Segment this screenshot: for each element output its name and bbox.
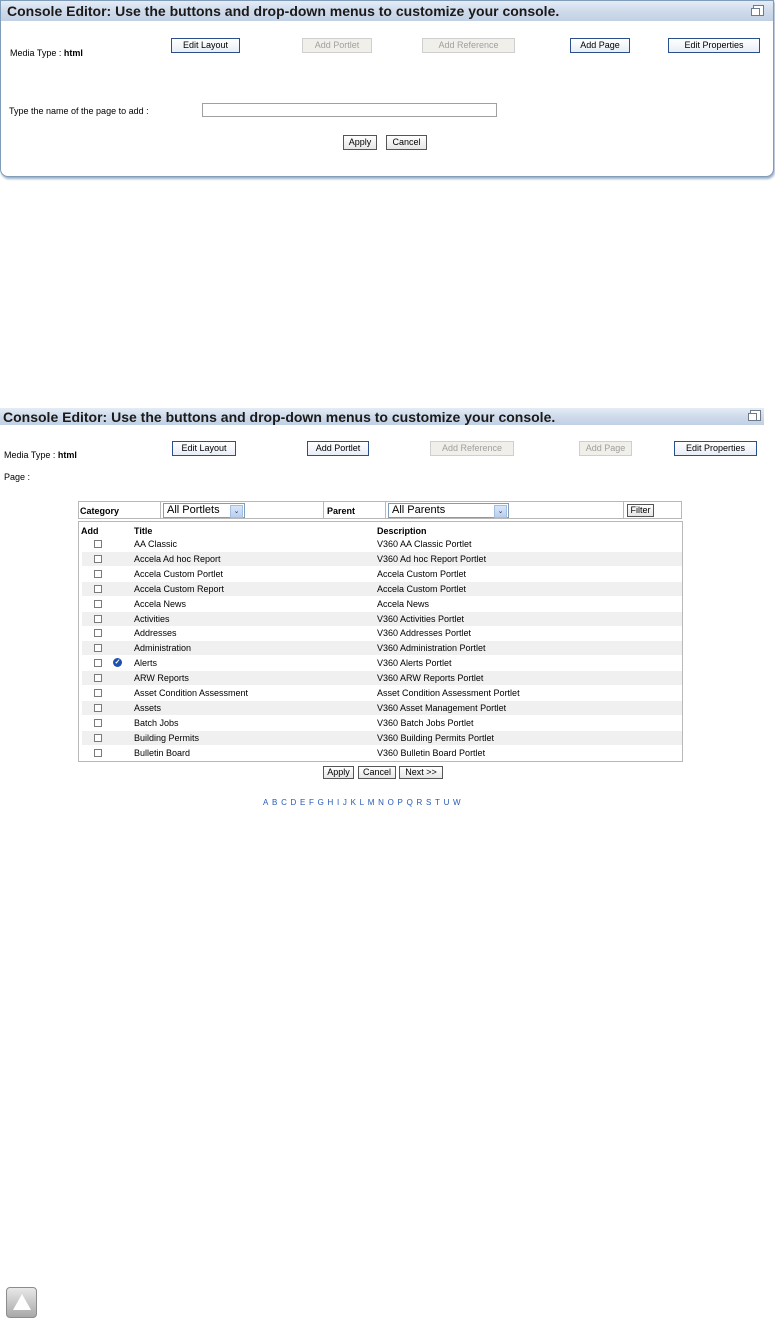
- add-checkbox[interactable]: [94, 540, 102, 548]
- filter-button[interactable]: Filter: [627, 504, 654, 517]
- table-row: [82, 716, 682, 730]
- portlet-title: Alerts: [134, 658, 158, 669]
- alphabet-link-h[interactable]: H: [327, 798, 334, 807]
- alphabet-link-t[interactable]: T: [434, 798, 440, 807]
- alphabet-link-b[interactable]: B: [272, 798, 278, 807]
- add-checkbox[interactable]: [94, 749, 102, 757]
- portlet-description: V360 ARW Reports Portlet: [377, 673, 484, 684]
- table-row: [82, 701, 682, 715]
- table-row: [82, 656, 682, 670]
- alphabet-link-o[interactable]: O: [387, 798, 394, 807]
- portlet-title: Bulletin Board: [134, 747, 191, 758]
- page-name-label: Type the name of the page to add :: [9, 106, 149, 116]
- edit-layout-button[interactable]: Edit Layout: [172, 441, 236, 456]
- cancel-button[interactable]: Cancel: [386, 135, 427, 150]
- alphabet-link-k[interactable]: K: [350, 798, 356, 807]
- add-checkbox[interactable]: [94, 674, 102, 682]
- add-page-button[interactable]: Add Page: [579, 441, 632, 456]
- portlet-title: Asset Condition Assessment: [134, 688, 249, 698]
- media-type-label: Media Type : html: [10, 48, 83, 58]
- edit-properties-button[interactable]: Edit Properties: [668, 38, 760, 53]
- alphabet-link-i[interactable]: I: [337, 798, 340, 807]
- console-editor-panel-add-page: [0, 0, 774, 177]
- add-checkbox[interactable]: [94, 555, 102, 563]
- edit-layout-button[interactable]: Edit Layout: [171, 38, 240, 53]
- page-label: Page :: [4, 472, 31, 482]
- table-row: [82, 671, 682, 685]
- portlet-description: V360 Ad hoc Report Portlet: [377, 553, 487, 564]
- next-page-button[interactable]: Next >>: [399, 766, 443, 779]
- table-row: [82, 626, 682, 640]
- portlet-description: V360 Asset Management Portlet: [377, 702, 507, 713]
- portlet-description: Accela News: [377, 598, 430, 609]
- restore-window-icon[interactable]: [750, 410, 761, 421]
- checkmark-icon: ✓: [114, 659, 121, 667]
- portlet-title: Accela Custom Portlet: [134, 568, 224, 579]
- column-header-add: Add: [81, 526, 99, 536]
- portlet-description: V360 Administration Portlet: [377, 643, 486, 654]
- add-checkbox[interactable]: [94, 585, 102, 593]
- panel-title: Console Editor: Use the buttons and drop-down menus to customize your console.: [3, 409, 556, 425]
- portlet-title: Accela Ad hoc Report: [134, 553, 221, 564]
- portlet-description: Accela Custom Portlet: [377, 583, 467, 594]
- apply-button[interactable]: Apply: [323, 766, 354, 779]
- parent-label: Parent: [327, 506, 356, 516]
- table-row: [82, 746, 682, 760]
- media-type-value: html: [57, 450, 77, 460]
- alphabet-link-j[interactable]: J: [342, 798, 347, 807]
- table-row: [82, 731, 682, 745]
- add-checkbox[interactable]: [94, 644, 102, 652]
- portlet-title: Administration: [134, 643, 192, 654]
- add-reference-button[interactable]: Add Reference: [422, 38, 515, 53]
- alphabet-link-d[interactable]: D: [290, 798, 297, 807]
- add-checkbox[interactable]: [94, 615, 102, 623]
- parent-select-value: All Parents: [392, 504, 446, 516]
- portlet-description: V360 Addresses Portlet: [377, 628, 472, 639]
- media-type-value: html: [63, 48, 83, 58]
- portlet-description: V360 Bulletin Board Portlet: [377, 747, 486, 758]
- add-checkbox[interactable]: [94, 704, 102, 712]
- portlet-description: Asset Condition Assessment Portlet: [377, 688, 520, 698]
- add-checkbox[interactable]: [94, 600, 102, 608]
- add-checkbox[interactable]: [94, 689, 102, 697]
- table-row: [82, 597, 682, 611]
- chevron-down-icon: ⌄: [494, 505, 507, 518]
- portlet-description: V360 Building Permits Portlet: [377, 732, 495, 743]
- table-row: [82, 686, 682, 700]
- alphabet-link-m[interactable]: M: [367, 798, 375, 807]
- portlet-title: AA Classic: [134, 539, 178, 549]
- add-checkbox[interactable]: [94, 659, 102, 667]
- add-checkbox[interactable]: [94, 734, 102, 742]
- add-portlet-button[interactable]: Add Portlet: [302, 38, 372, 53]
- add-checkbox[interactable]: [94, 570, 102, 578]
- alphabet-link-p[interactable]: P: [397, 798, 403, 807]
- portlet-title: ARW Reports: [134, 673, 189, 684]
- alphabet-link-w[interactable]: W: [453, 798, 461, 807]
- alphabet-link-s[interactable]: S: [425, 798, 432, 807]
- portlet-description: V360 Activities Portlet: [377, 613, 465, 624]
- restore-window-icon[interactable]: [753, 5, 764, 16]
- apply-button[interactable]: Apply: [343, 135, 377, 150]
- add-checkbox[interactable]: [94, 629, 102, 637]
- alphabet-link-a[interactable]: A: [263, 798, 269, 807]
- chevron-down-icon: ⌄: [230, 505, 243, 518]
- add-portlet-button[interactable]: Add Portlet: [307, 441, 369, 456]
- portlet-title: Accela Custom Report: [134, 583, 225, 594]
- back-to-top-icon[interactable]: [6, 1287, 37, 1318]
- alphabet-link-q[interactable]: Q: [406, 798, 413, 807]
- portlet-title: Activities: [134, 613, 170, 624]
- media-type-label: Media Type : html: [4, 450, 77, 460]
- portlet-table: [78, 521, 683, 762]
- category-label: Category: [80, 506, 120, 516]
- alphabet-link-e[interactable]: E: [300, 798, 306, 807]
- portlet-title: Batch Jobs: [134, 717, 179, 728]
- table-row: [82, 537, 682, 551]
- table-row: [82, 612, 682, 626]
- portlet-description: V360 Batch Jobs Portlet: [377, 717, 474, 728]
- category-select[interactable]: [163, 503, 245, 518]
- table-row: [82, 567, 682, 581]
- portlet-description: V360 Alerts Portlet: [377, 658, 452, 669]
- page-name-input[interactable]: [202, 103, 497, 117]
- portlet-description: Accela Custom Portlet: [377, 568, 467, 579]
- panel-title-bar: [0, 408, 764, 425]
- portlet-title: Building Permits: [134, 732, 200, 743]
- portlet-title: Accela News: [134, 598, 187, 609]
- alphabet-link-r[interactable]: R: [416, 798, 423, 807]
- panel-title-bar: [1, 1, 773, 21]
- edit-properties-button[interactable]: Edit Properties: [674, 441, 757, 456]
- alphabet-link-u[interactable]: U: [443, 798, 450, 807]
- portlet-title: Addresses: [134, 628, 177, 639]
- add-page-button[interactable]: Add Page: [570, 38, 630, 53]
- parent-select[interactable]: [388, 503, 509, 518]
- cancel-button[interactable]: Cancel: [358, 766, 396, 779]
- add-checkbox[interactable]: [94, 719, 102, 727]
- table-row: [82, 552, 682, 566]
- table-row: [82, 582, 682, 596]
- add-reference-button[interactable]: Add Reference: [430, 441, 514, 456]
- alphabet-link-l[interactable]: L: [359, 798, 365, 807]
- alphabet-link-c[interactable]: C: [281, 798, 287, 807]
- alphabet-link-n[interactable]: N: [378, 798, 384, 807]
- column-header-title: Title: [134, 526, 153, 536]
- column-header-description: Description: [377, 526, 427, 536]
- table-row: [82, 641, 682, 655]
- category-select-value: All Portlets: [167, 504, 220, 516]
- panel-title: Console Editor: Use the buttons and drop-down menus to customize your console.: [7, 3, 560, 19]
- portlet-title: Assets: [134, 702, 162, 713]
- alphabet-link-f[interactable]: F: [309, 798, 314, 807]
- alphabet-link-g[interactable]: G: [317, 798, 324, 807]
- filter-bar: [78, 501, 682, 519]
- portlet-description: V360 AA Classic Portlet: [377, 539, 472, 549]
- alphabet-index: [263, 798, 464, 807]
